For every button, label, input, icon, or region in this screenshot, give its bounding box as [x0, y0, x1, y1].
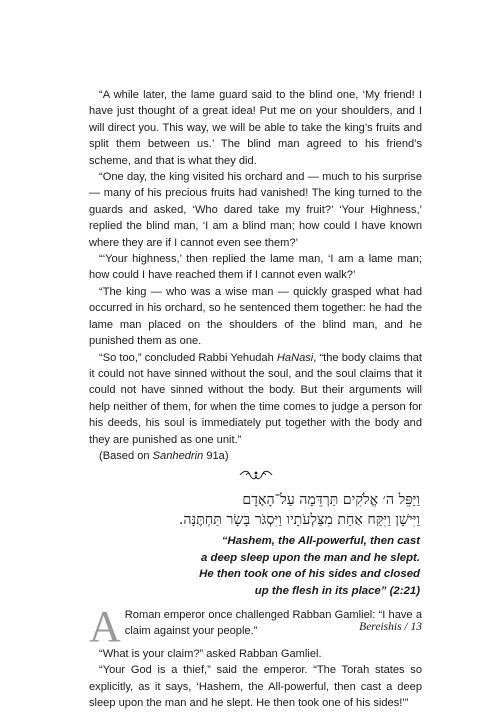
paragraph-4: “The king — who was a wise man — quickly grasped what had occurred in his orchard, so he sentenced them together: he had the lame man placed on the shoulders of the blind man, and he punished them as one. [89, 285, 422, 348]
paragraph-1: “A while later, the lame guard said to the blind one, ‘My friend! I have just thought of a great idea! Put me on your shoulders, and I will direct you. This way, we will be able to take the king’s fruits and split them between us.’ The blind man agreed to his friend’s scheme, and that is what they did. [89, 89, 422, 167]
translation-line-3: He then took one of his sides and closed [199, 568, 420, 581]
source-prefix: (Based on [99, 449, 153, 462]
story-paragraph-2: “What is your claim?” asked Rabban Gamliel. [99, 647, 322, 660]
paragraph-5-start: “So too,” concluded Rabbi Yehudah [99, 351, 277, 364]
page-footer: Bereishis / 13 [359, 621, 422, 633]
paragraph-3: “‘Your highness,’ then replied the lame man, ‘I am a lame man; how could I have reached them if I cannot even walk?’ [89, 253, 422, 282]
hebrew-verse-line-2: וַיִּישָׁן וַיִּקַּח אַחַת מִצַּלְעֹתָיו וַיִּסְגֹּר בָּשָׂר תַּחְתֶּנָּה. [178, 512, 420, 529]
source-italic: Sanhedrin [152, 449, 204, 462]
story-paragraph-1: Roman emperor once challenged Rabban Gamliel: “I have a claim against your people.” [124, 608, 422, 638]
translation-line-4: up the flesh in its place” (2:21) [254, 584, 420, 597]
paragraph-2: “One day, the king visited his orchard and — much to his surprise — many of his precious fruits had vanished! The king turned to the guards and asked, ‘Who dared take my fruit?’ ‘Your Highness,’ replied the blind man, ‘I am a blind man; how could I have known where they are if I cannot even see them?’ [89, 171, 422, 249]
paragraph-5-italic: HaNasi [276, 351, 314, 364]
source-citation [89, 448, 422, 464]
translation-line-2: a deep sleep upon the man and he slept. [201, 551, 420, 564]
hebrew-verse-line-1: וַיַּפֵּל ה׳ אֱלֹקִים תַּרְדֵּמָה עַל־הָאָדָם [242, 492, 420, 509]
paragraph-5-rest: , “the body claims that it could not have sinned without the soul, and the soul claims that it could not have sinned without the body. But their arguments will help neither of them, for when the time comes to judge a person for his deeds, his soul is immediately put together with the body and they are punished as one unit.” [89, 351, 422, 446]
source-suffix: 91a) [203, 449, 229, 462]
floral-divider-svg [238, 469, 274, 481]
translation-line-1: “Hashem, the All-powerful, then cast [221, 535, 420, 548]
verse-translation [89, 533, 420, 599]
floral-divider-icon [89, 468, 422, 490]
paragraph-5 [89, 350, 422, 448]
drop-cap: A [89, 601, 121, 651]
story-paragraph-3: “Your God is a thief,” said the emperor. “The Torah states so explicitly, as it says, ‘Hashem, the All-powerful, then cast a deep sleep upon the man and he slept. He then took one of his sides!’” [89, 664, 422, 710]
page-body [89, 87, 422, 712]
